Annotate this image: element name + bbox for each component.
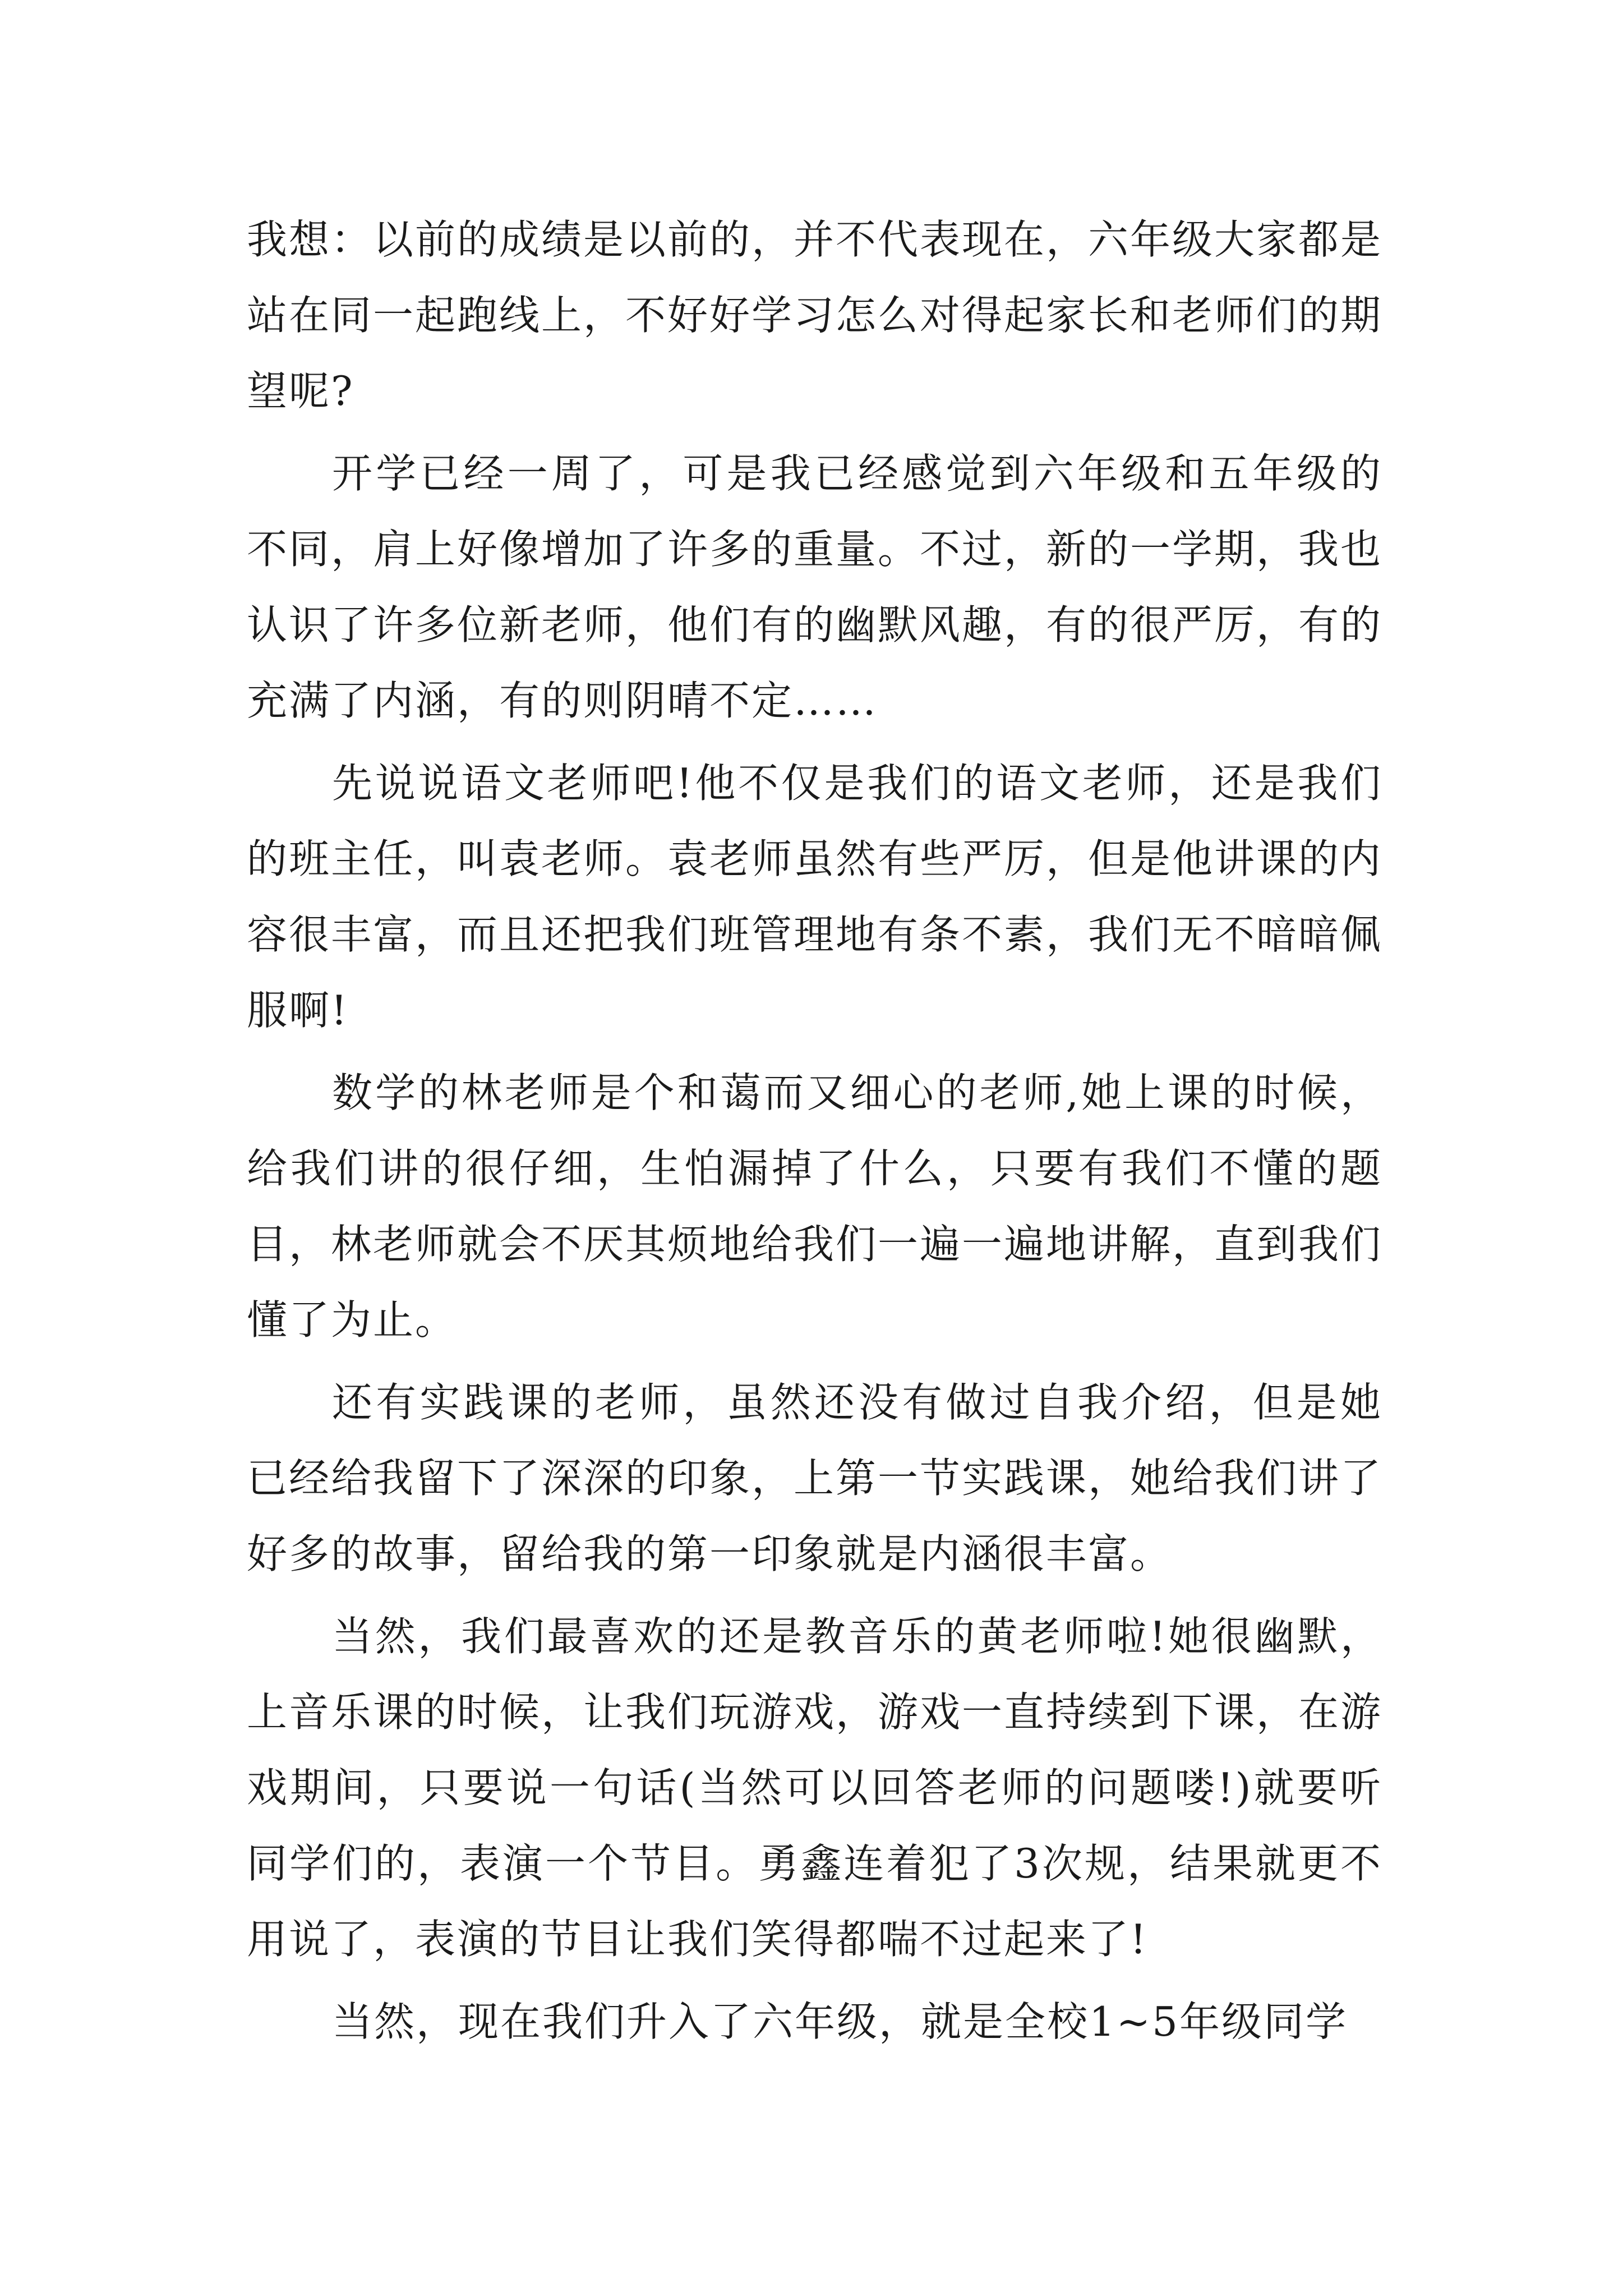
paragraph-1: 我想：以前的成绩是以前的，并不代表现在，六年级大家都是站在同一起跑线上，不好好学习怎么对得起家长和老师们的期望呢? bbox=[247, 216, 1383, 415]
paragraph-5: 还有实践课的老师，虽然还没有做过自我介绍，但是她已经给我留下了深深的印象，上第一节实践课，她给我们讲了好多的故事，留给我的第一印象就是内涵很丰富。 bbox=[247, 1379, 1383, 1577]
paragraph-6: 当然，我们最喜欢的还是教音乐的黄老师啦!她很幽默，上音乐课的时候，让我们玩游戏，游戏一直持续到下课，在游戏期间，只要说一句话(当然可以回答老师的问题喽!)就要听同学们的，表演一个节目。勇鑫连着犯了3次规，结果就更不用说了，表演的节目让我们笑得都喘不过起来了! bbox=[247, 1613, 1383, 1963]
paragraph-4: 数学的林老师是个和蔼而又细心的老师,她上课的时候，给我们讲的很仔细，生怕漏掉了什么，只要有我们不懂的题目，林老师就会不厌其烦地给我们一遍一遍地讲解，直到我们懂了为止。 bbox=[247, 1069, 1383, 1343]
document-body bbox=[247, 202, 1382, 2067]
paragraph-7: 当然，现在我们升入了六年级，就是全校1~5年级同学 bbox=[332, 1998, 1348, 2045]
paragraph-2: 开学已经一周了，可是我已经感觉到六年级和五年级的不同，肩上好像增加了许多的重量。不过，新的一学期，我也认识了许多位新老师，他们有的幽默风趣，有的很严厉，有的充满了内涵，有的则阴晴不定…… bbox=[247, 450, 1383, 724]
paragraph-3: 先说说语文老师吧!他不仅是我们的语文老师，还是我们的班主任，叫袁老师。袁老师虽然有些严厉，但是他讲课的内容很丰富，而且还把我们班管理地有条不素，我们无不暗暗佩服啊! bbox=[247, 760, 1383, 1034]
